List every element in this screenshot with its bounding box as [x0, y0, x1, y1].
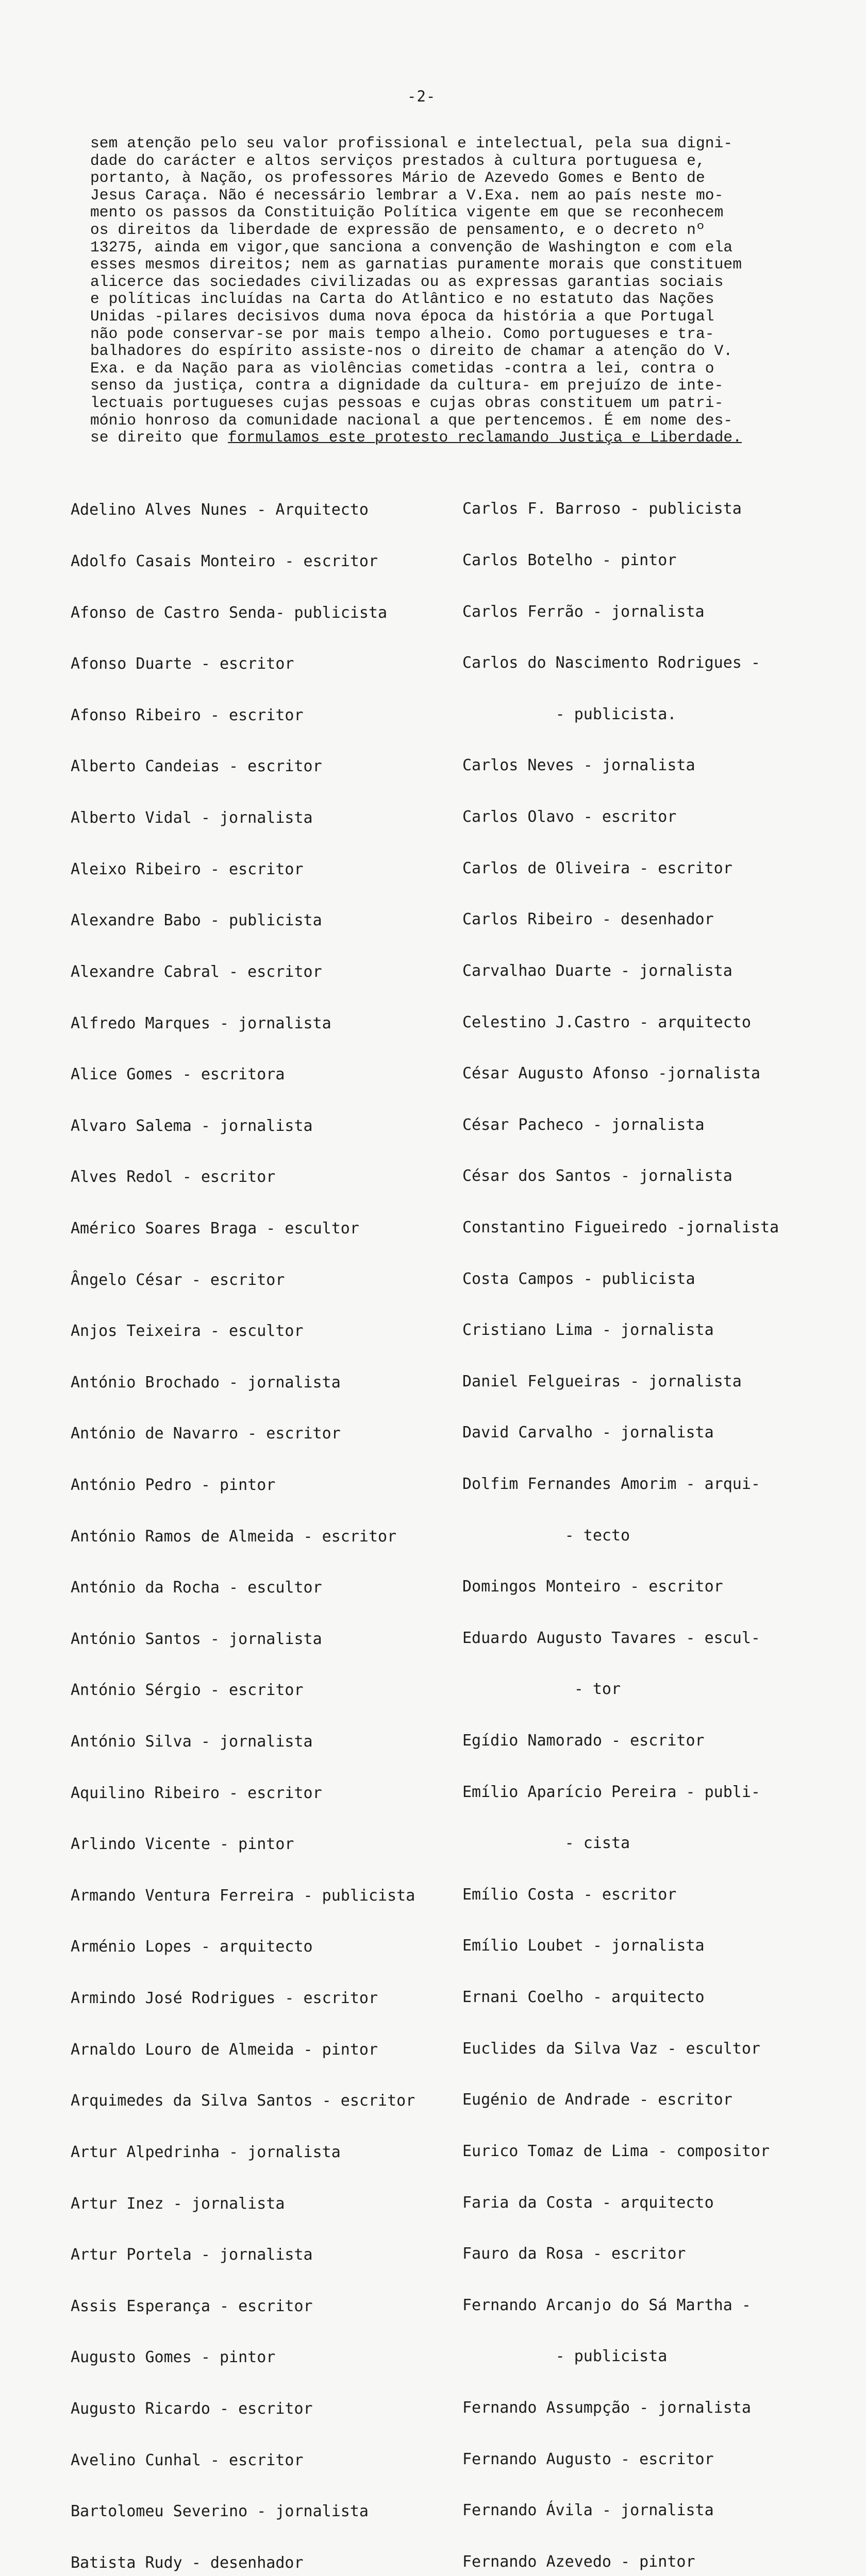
text-line: Unidas -pilares decisivos duma nova época da história a que Portugal — [90, 307, 714, 325]
signatory: Costa Campos - publicista — [462, 1269, 695, 1288]
signatory: Alvaro Salema - jornalista — [71, 1116, 313, 1135]
final-line-prefix: se direito que — [90, 429, 228, 447]
text-line: esses mesmos direitos; nem as garnatias puramente morais que constituem — [90, 256, 742, 274]
signatory: António Sérgio - escritor — [71, 1681, 304, 1700]
signatory: César Augusto Afonso -jornalista — [462, 1064, 760, 1083]
text-line: portanto, à Nação, os professores Mário de Azevedo Gomes e Bento de — [90, 169, 705, 187]
text-line: Jesus Caraça. Não é necessário lembrar a V.Exa. nem ao país neste mo- — [90, 186, 724, 204]
signatory: Arménio Lopes - arquitecto — [71, 1938, 313, 1956]
text-line: sem atenção pelo seu valor profissional e intelectual, pela sua digni- — [90, 134, 733, 152]
signatory: Afonso Ribeiro - escritor — [71, 706, 304, 724]
signatory: Emílio Loubet - jornalista — [462, 1937, 705, 1955]
signatory: Assis Esperança - escritor — [71, 2297, 313, 2315]
signatory: Emílio Aparício Pereira - publi- — [462, 1783, 760, 1801]
signatory: Carlos de Oliveira - escritor — [462, 859, 732, 877]
text-line: lectuais portugueses cujas pessoas e cujas obras constituem um patri- — [90, 394, 724, 412]
signatory: Daniel Felgueiras - jornalista — [462, 1372, 742, 1391]
signatory: Constantino Figueiredo -jornalista — [462, 1218, 779, 1236]
signatory: Arquimedes da Silva Santos - escritor — [71, 2092, 415, 2110]
signatory: António da Rocha - escultor — [71, 1579, 322, 1597]
signatory: Carlos Ferrão - jornalista — [462, 602, 705, 621]
signatory: Dolfim Fernandes Amorim - arqui- — [462, 1475, 760, 1493]
signatory: Arlindo Vicente - pintor — [71, 1835, 294, 1854]
signatory: António Santos - jornalista — [71, 1630, 322, 1648]
text-line: Exa. e da Nação para as violências cometidas -contra a lei, contra o — [90, 359, 714, 377]
text-line: e políticas incluídas na Carta do Atlântico e no estatuto das Nações — [90, 290, 714, 308]
signatory: Bartolomeu Severino - jornalista — [71, 2502, 369, 2521]
page-number: -2- — [407, 88, 436, 105]
signatory: Armando Ventura Ferreira - publicista — [71, 1886, 415, 1905]
signatory: Ângelo César - escritor — [71, 1270, 285, 1289]
signatory: Arnaldo Louro de Almeida - pintor — [71, 2040, 378, 2059]
signatory: Faria da Costa - arquitecto — [462, 2193, 714, 2212]
signatory: António de Navarro - escritor — [71, 1425, 341, 1443]
signatory: António Pedro - pintor — [71, 1476, 276, 1494]
signatory: António Ramos de Almeida - escritor — [71, 1527, 397, 1546]
signatory: Américo Soares Braga - escultor — [71, 1219, 359, 1238]
text-line: os direitos da liberdade de expressão de pensamento, e o decreto nº — [90, 221, 705, 239]
text-line: não pode conservar-se por mais tempo alheio. Como portugueses e tra- — [90, 325, 714, 343]
signatory: - cista — [462, 1834, 630, 1853]
signatory: Fernando Augusto - escritor — [462, 2450, 714, 2468]
signatory: David Carvalho - jornalista — [462, 1423, 714, 1442]
signatory: - publicista. — [462, 705, 677, 723]
signatory: Carvalhao Duarte - jornalista — [462, 961, 732, 980]
signatory: Augusto Gomes - pintor — [71, 2348, 276, 2367]
signatory: Batista Rudy - desenhador — [71, 2553, 304, 2572]
signatory: Domingos Monteiro - escritor — [462, 1578, 723, 1596]
signatory: Alexandre Babo - publicista — [71, 911, 322, 930]
text-line: dade do carácter e altos serviços prestados à cultura portuguesa e, — [90, 151, 705, 170]
signatory: - tor — [462, 1680, 621, 1699]
signatory: Alice Gomes - escritora — [71, 1065, 285, 1084]
signatory: Alberto Candeias - escritor — [71, 757, 322, 776]
signatory: Artur Alpedrinha - jornalista — [71, 2143, 341, 2161]
signatory: - publicista — [462, 2347, 668, 2366]
signatory: Fernando Arcanjo do Sá Martha - — [462, 2296, 751, 2314]
signatory: Egídio Namorado - escritor — [462, 1732, 705, 1750]
signatory: Aleixo Ribeiro - escritor — [71, 860, 304, 878]
signatory: Armindo José Rodrigues - escritor — [71, 1989, 378, 2008]
signatory: Artur Portela - jornalista — [71, 2246, 313, 2264]
signatory: António Brochado - jornalista — [71, 1373, 341, 1392]
signatory: Eduardo Augusto Tavares - escul- — [462, 1629, 760, 1647]
signatory: Afonso Duarte - escritor — [71, 655, 294, 673]
signatory: Eurico Tomaz de Lima - compositor — [462, 2142, 770, 2160]
signatory: Eugénio de Andrade - escritor — [462, 2091, 732, 2109]
signatory: Alexandre Cabral - escritor — [71, 962, 322, 981]
signatory: Alves Redol - escritor — [71, 1168, 276, 1187]
signatory: Anjos Teixeira - escultor — [71, 1322, 304, 1341]
text-line: 13275, ainda em vigor,que sanciona a convenção de Washington e com ela — [90, 238, 733, 256]
signatory: - tecto — [462, 1526, 630, 1545]
signatory: Carlos F. Barroso - publicista — [462, 500, 742, 518]
signatory: Afonso de Castro Senda- publicista — [71, 603, 388, 622]
signatory: Euclides da Silva Vaz - escultor — [462, 2039, 760, 2058]
signatory: Artur Inez - jornalista — [71, 2194, 285, 2213]
underlined-demand: formulamos este protesto reclamando Justiça e Liberdade. — [228, 429, 742, 447]
protest-text — [90, 135, 809, 447]
signatory: César Pacheco - jornalista — [462, 1115, 705, 1134]
signatory: Augusto Ricardo - escritor — [71, 2399, 313, 2418]
signatory: Emílio Costa - escritor — [462, 1885, 677, 1904]
signatory: Adolfo Casais Monteiro - escritor — [71, 552, 378, 571]
signatory: Carlos Ribeiro - desenhador — [462, 910, 714, 929]
text-line: mento os passos da Constituição Política vigente em que se reconhecem — [90, 204, 724, 222]
signatories-right-column — [462, 466, 779, 2576]
signatory: Alfredo Marques - jornalista — [71, 1014, 331, 1032]
signatory: Fauro da Rosa - escritor — [462, 2245, 686, 2263]
signatory: Fernando Ávila - jornalista — [462, 2501, 714, 2520]
signatory: Cristiano Lima - jornalista — [462, 1321, 714, 1340]
signatories-left-column — [71, 467, 462, 2576]
signatory: Celestino J.Castro - arquitecto — [462, 1013, 751, 1031]
signatory: César dos Santos - jornalista — [462, 1167, 732, 1185]
signatory: Alberto Vidal - jornalista — [71, 809, 313, 827]
text-line: alicerce das sociedades civilizadas ou as expressas garantias sociais — [90, 273, 724, 291]
text-line: senso da justiça, contra a dignidade da cultura- em prejuízo de inte- — [90, 377, 724, 395]
signatory: Avelino Cunhal - escritor — [71, 2451, 304, 2469]
signatory: Fernando Assumpção - jornalista — [462, 2398, 751, 2417]
signatory: António Silva - jornalista — [71, 1733, 313, 1751]
text-line-final — [90, 429, 742, 446]
signatory: Adelino Alves Nunes - Arquitecto — [71, 501, 369, 519]
signatory: Ernani Coelho - arquitecto — [462, 1988, 705, 2007]
signatory: Fernando Azevedo - pintor — [462, 2552, 695, 2571]
signatory: Carlos Botelho - pintor — [462, 551, 677, 570]
signatory: Aquilino Ribeiro - escritor — [71, 1784, 322, 1802]
signatory: Carlos Olavo - escritor — [462, 808, 677, 826]
text-line: mónio honroso da comunidade nacional a que pertencemos. É em nome des- — [90, 411, 733, 429]
signatory: Carlos Neves - jornalista — [462, 756, 695, 775]
signatory: Carlos do Nascimento Rodrigues - — [462, 654, 760, 672]
text-line: balhadores do espírito assiste-nos o direito de chamar a atenção do V. — [90, 342, 733, 360]
